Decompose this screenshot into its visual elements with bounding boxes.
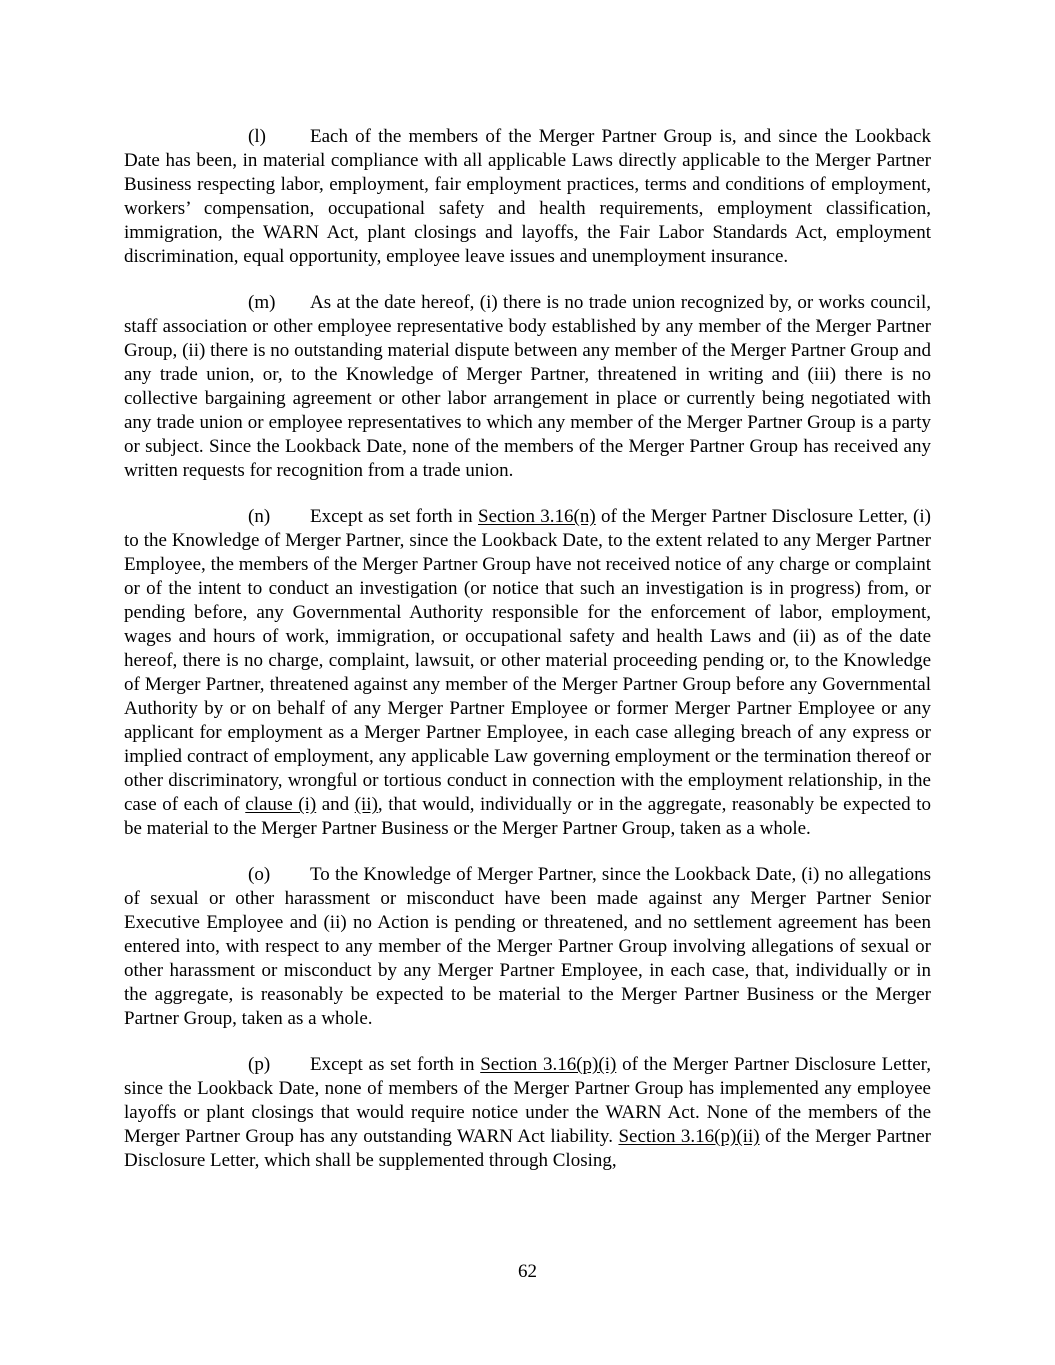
paragraph-text: , that would, individually or in the aggregate, reasonably be expected to be material to the Merger Partner Business or the Merger Partner Group, taken as a whole. xyxy=(124,794,931,839)
page-number: 62 xyxy=(518,1261,537,1282)
paragraph-text: Except as set forth in xyxy=(310,506,478,527)
paragraph-text: of the Merger Partner Disclosure Letter, (i) to the Knowledge of Merger Partner, since the Lookback Date, to the extent related to any Merger Partner Employee, the members of the Merger Partner Group have not received notice of any charge or complaint or of the intent to conduct an investigation (or notice that such an investigation is in progress) from, or pending before, any Governmental Authority responsible for the enforcement of labor, employment, wages and hours of work, immigration, or occupational safety and health Laws and (ii) as of the date hereof, there is no charge, complaint, lawsuit, or other material proceeding pending or, to the Knowledge of Merger Partner, threatened against any member of the Merger Partner Group before any Governmental Authority by or on behalf of any Merger Partner Employee or former Merger Partner Employee or any applicant for employment as a Merger Partner Employee, in each case alleging breach of any express or implied contract of employment, any applicable Law governing employment or the termination thereof or other discriminatory, wrongful or tortious conduct in connection with the employment relationship, in the case of each of xyxy=(124,506,931,815)
paragraph-text: To the Knowledge of Merger Partner, since the Lookback Date, (i) no allegations of sexual or other harassment or misconduct have been made against any Merger Partner Senior Executive Employee and (ii) no Action is pending or threatened, and no settlement agreement has been entered into, with respect to any member of the Merger Partner Group involving allegations of sexual or other harassment or misconduct by any Merger Partner Employee, in each case, that, individually or in the aggregate, is reasonably be expected to be material to the Merger Partner Business or the Merger Partner Group, taken as a whole. xyxy=(124,864,931,1029)
paragraph-o xyxy=(124,863,931,1031)
paragraph-text: Each of the members of the Merger Partner Group is, and since the Lookback Date has been, in material compliance with all applicable Laws directly applicable to the Merger Partner Business respecting labor, employment, fair employment practices, terms and conditions of employment, workers’ compensation, occupational safety and health requirements, employment classification, immigration, the WARN Act, plant closings and layoffs, the Fair Labor Standards Act, employment discrimination, equal opportunity, employee leave issues and unemployment insurance. xyxy=(124,126,931,267)
clause-reference: clause (i) xyxy=(245,794,317,815)
paragraph-m xyxy=(124,291,931,483)
clause-reference: (ii) xyxy=(354,794,378,815)
section-reference: Section 3.16(n) xyxy=(478,506,596,527)
document-body xyxy=(124,125,931,1173)
section-reference: Section 3.16(p)(i) xyxy=(480,1054,617,1075)
paragraph-marker: (m) xyxy=(248,292,276,313)
paragraph-text: of the Merger Partner Disclosure Letter, which shall be supplemented through Closing, xyxy=(124,1126,932,1171)
paragraph-text: of the Merger Partner Disclosure Letter, since the Lookback Date, none of members of the Merger Partner Group has implemented any employee layoffs or plant closings that would require notice under the WARN Act. None of the members of the Merger Partner Group has any outstanding WARN Act liability. xyxy=(124,1054,931,1147)
paragraph-text: Except as set forth in xyxy=(310,1054,481,1075)
paragraph-marker: (p) xyxy=(248,1054,271,1075)
paragraph-text: and xyxy=(316,794,355,815)
paragraph-p xyxy=(124,1053,931,1173)
paragraph-text: As at the date hereof, (i) there is no trade union recognized by, or works council, staff association or other employee representative body established by any member of the Merger Partner Group, (ii) there is no outstanding material dispute between any member of the Merger Partner Group and any trade union, or, to the Knowledge of Merger Partner, threatened in writing and (iii) there is no collective bargaining agreement or other labor arrangement in place or currently being negotiated with any trade union or employee representatives to which any member of the Merger Partner Group is a party or subject. Since the Lookback Date, none of the members of the Merger Partner Group has received any written requests for recognition from a trade union. xyxy=(124,292,931,481)
paragraph-marker: (o) xyxy=(248,864,271,885)
paragraph-n xyxy=(124,505,931,841)
paragraph-marker: (l) xyxy=(248,126,266,147)
paragraph-marker: (n) xyxy=(248,506,271,527)
paragraph-l xyxy=(124,125,931,269)
section-reference: Section 3.16(p)(ii) xyxy=(618,1126,760,1147)
